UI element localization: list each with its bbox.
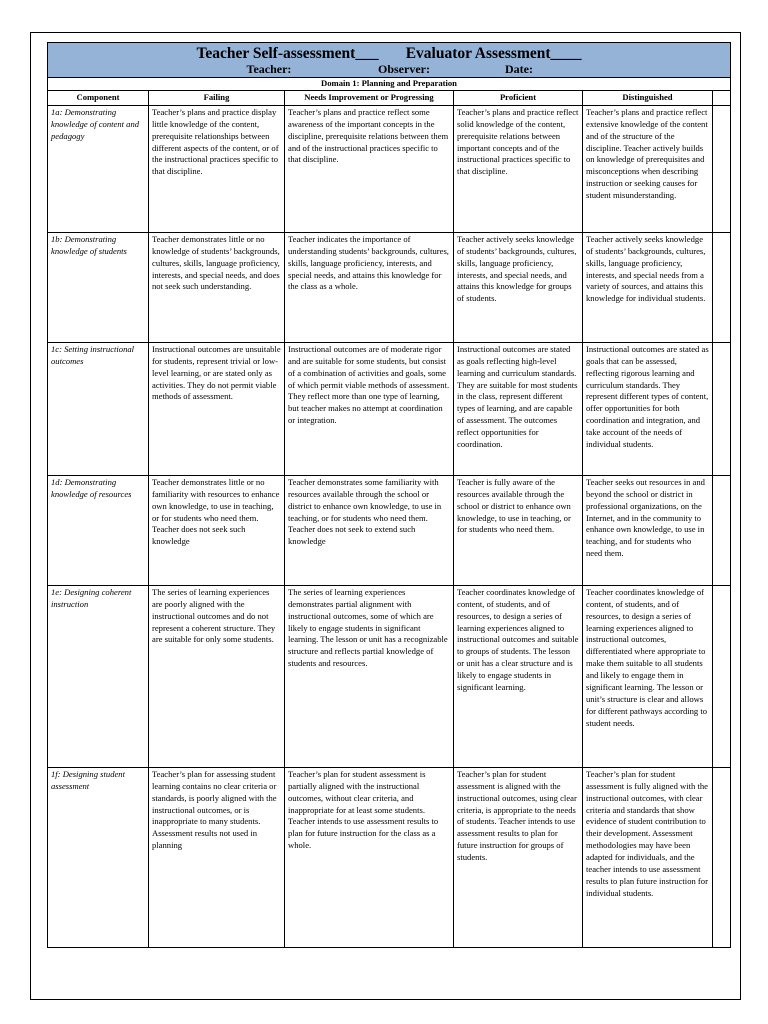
assessment-header-row <box>48 43 731 78</box>
distinguished-cell: Instructional outcomes are stated as goals that can be assessed, reflecting rigorous learning and curriculum standards. They represent different types of content, offer opportunities for both coordination and integration, and take account of the needs of individual students. <box>583 342 713 475</box>
failing-cell: Instructional outcomes are unsuitable for students, represent trivial or low-level learning, or are stated only as activities. They do not permit viable methods of assessment. <box>149 342 285 475</box>
evaluator-assessment-label: Evaluator Assessment____ <box>405 45 582 62</box>
needs-improvement-cell: Teacher’s plan for student assessment is partially aligned with the instructional outcomes, without clear criteria, and inappropriate for at least some students. Teacher intends to use assessment results to plan for future instruction for the class as a whole. <box>285 767 454 947</box>
date-label: Date: <box>505 62 533 76</box>
proficient-cell: Teacher is fully aware of the resources available through the school or district to enhance own knowledge, to use in teaching, or for students who need them. <box>454 475 583 585</box>
component-cell: 1e: Designing coherent instruction <box>48 585 149 767</box>
rating-cell[interactable] <box>713 105 731 232</box>
failing-cell: Teacher demonstrates little or no familiarity with resources to enhance own knowledge, to use in teaching, or for students who need them. Teacher does not seek such knowledge <box>149 475 285 585</box>
rubric-row-1c <box>48 342 731 475</box>
failing-cell: Teacher’s plan for assessing student learning contains no clear criteria or standards, is poorly aligned with the instructional outcomes, or is inappropriate to many students. Assessment results not used in planning <box>149 767 285 947</box>
observer-label: Observer: <box>378 62 430 76</box>
proficient-cell: Teacher’s plan for student assessment is aligned with the instructional outcomes, using clear criteria, is appropriate to the needs of students. Teacher intends to use assessment results to plan for future instruction for groups of students. <box>454 767 583 947</box>
teacher-label: Teacher: <box>246 62 292 76</box>
assessment-header <box>48 43 731 78</box>
rating-cell[interactable] <box>713 475 731 585</box>
component-cell: 1d: Demonstrating knowledge of resources <box>48 475 149 585</box>
distinguished-cell: Teacher’s plans and practice reflect extensive knowledge of the content and of the structure of the discipline. Teacher actively builds on knowledge of prerequisites and misconceptions when describing instruction or seeking causes for student misunderstanding. <box>583 105 713 232</box>
component-cell: 1a: Demonstrating knowledge of content and pedagogy <box>48 105 149 232</box>
distinguished-cell: Teacher seeks out resources in and beyond the school or district in professional organizations, on the Internet, and in the community to enhance own knowledge, to use in teaching, and for students who need them. <box>583 475 713 585</box>
assessment-subheader <box>48 62 730 77</box>
domain-row <box>48 78 731 91</box>
proficient-cell: Teacher actively seeks knowledge of students’ backgrounds, cultures, skills, language proficiency, interests, and special needs, and attains this knowledge for groups of students. <box>454 232 583 342</box>
domain-title: Domain 1: Planning and Preparation <box>48 78 731 91</box>
needs-improvement-cell: Teacher demonstrates some familiarity with resources available through the school or district to enhance own knowledge, to use in teaching, or for students who need them. Teacher does not seek to extend such knowledge <box>285 475 454 585</box>
column-header-blank <box>713 90 731 105</box>
assessment-title <box>48 43 730 62</box>
column-header-row <box>48 90 731 105</box>
failing-cell: The series of learning experiences are poorly aligned with the instructional outcomes and do not represent a coherent structure. They are suitable for only some students. <box>149 585 285 767</box>
proficient-cell: Teacher’s plans and practice reflect solid knowledge of the content, prerequisite relations between important concepts and of the instructional practices specific to that discipline. <box>454 105 583 232</box>
rating-cell[interactable] <box>713 585 731 767</box>
proficient-cell: Teacher coordinates knowledge of content, of students, and of resources, to design a series of learning experiences aligned to instructional outcomes and suitable to groups of students. The lesson or unit has a clear structure and is likely to engage students in significant learning. <box>454 585 583 767</box>
needs-improvement-cell: Teacher’s plans and practice reflect some awareness of the important concepts in the discipline, prerequisite relations between them and of the instructional practices specific to that discipline. <box>285 105 454 232</box>
rubric-row-1d <box>48 475 731 585</box>
column-header-failing: Failing <box>149 90 285 105</box>
column-header-proficient: Proficient <box>454 90 583 105</box>
rating-cell[interactable] <box>713 342 731 475</box>
column-header-distinguished: Distinguished <box>583 90 713 105</box>
self-assessment-label: Teacher Self-assessment___ <box>196 45 379 62</box>
rating-cell[interactable] <box>713 232 731 342</box>
rubric-row-1b <box>48 232 731 342</box>
needs-improvement-cell: Instructional outcomes are of moderate rigor and are suitable for some students, but consist of a combination of activities and goals, some of which permit viable methods of assessment. They reflect more than one type of learning, but teacher makes no attempt at coordination or integration. <box>285 342 454 475</box>
rubric-table <box>47 42 731 948</box>
component-cell: 1c: Setting instructional outcomes <box>48 342 149 475</box>
rubric-row-1e <box>48 585 731 767</box>
failing-cell: Teacher demonstrates little or no knowledge of students’ backgrounds, cultures, skills, language proficiency, interests, and special needs, and does not seek such understanding. <box>149 232 285 342</box>
column-header-needs-improvement: Needs Improvement or Progressing <box>285 90 454 105</box>
column-header-component: Component <box>48 90 149 105</box>
distinguished-cell: Teacher’s plan for student assessment is fully aligned with the instructional outcomes, with clear criteria and standards that show evidence of student contribution to their development. Assessment methodologies may have been adapted for individuals, and the teacher intends to use assessment results to plan future instruction for individual students. <box>583 767 713 947</box>
distinguished-cell: Teacher actively seeks knowledge of students’ backgrounds, cultures, skills, language proficiency, interests, and special needs from a variety of sources, and attains this knowledge for individual students. <box>583 232 713 342</box>
distinguished-cell: Teacher coordinates knowledge of content, of students, and of resources, to design a series of learning experiences aligned to instructional outcomes, differentiated where appropriate to make them suitable to all students and likely to engage them in significant learning. The lesson or unit’s structure is clear and allows for different pathways according to student needs. <box>583 585 713 767</box>
rating-cell[interactable] <box>713 767 731 947</box>
component-cell: 1f: Designing student assessment <box>48 767 149 947</box>
failing-cell: Teacher’s plans and practice display little knowledge of the content, prerequisite relationships between different aspects of the content, or of the instructional practices specific to that discipline. <box>149 105 285 232</box>
proficient-cell: Instructional outcomes are stated as goals reflecting high-level learning and curriculum standards. They are suitable for most students in the class, represent different types of learning, and are capable of assessment. The outcomes reflect opportunities for coordination. <box>454 342 583 475</box>
component-cell: 1b: Demonstrating knowledge of students <box>48 232 149 342</box>
rubric-row-1f <box>48 767 731 947</box>
needs-improvement-cell: The series of learning experiences demonstrates partial alignment with instructional outcomes, some of which are likely to engage students in significant learning. The lesson or unit has a recognizable structure and reflects partial knowledge of students and resources. <box>285 585 454 767</box>
rubric-row-1a <box>48 105 731 232</box>
needs-improvement-cell: Teacher indicates the importance of understanding students’ backgrounds, cultures, skills, language proficiency, interests, and special needs, and attains this knowledge for the class as a whole. <box>285 232 454 342</box>
